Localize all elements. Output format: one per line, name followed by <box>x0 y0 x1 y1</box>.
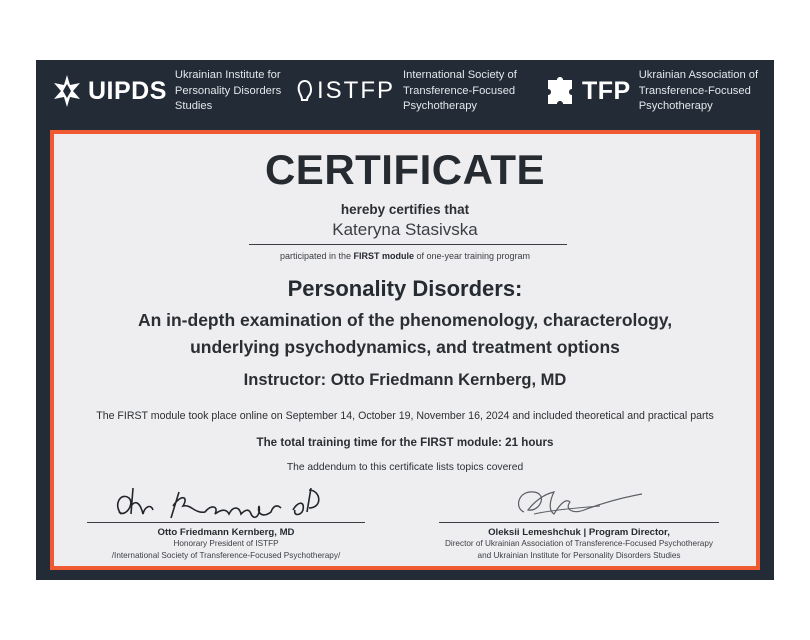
signer-role-left: Honorary President of ISTFP <box>173 539 279 548</box>
tfp-logo-text: TFP <box>582 76 631 105</box>
signature-line-right <box>439 522 719 523</box>
uipds-desc-line: Ukrainian Institute for <box>174 69 281 81</box>
tfp-desc-line: Psychotherapy <box>638 100 713 112</box>
signature-block-left <box>86 484 366 562</box>
hereby-text: hereby certifies that <box>340 202 470 217</box>
tfp-puzzle-icon <box>544 74 576 108</box>
tfp-logo <box>544 74 631 108</box>
recipient-underline <box>249 244 567 245</box>
course-subtitle-line: An in-depth examination of the phenomenology, characterology, <box>137 310 673 330</box>
signer-org-left: /International Society of Transference-Focused Psychotherapy/ <box>111 551 341 560</box>
kernberg-signature <box>111 484 341 522</box>
participation-text <box>54 251 756 261</box>
addendum-text: The addendum to this certificate lists topics covered <box>286 462 524 473</box>
total-time-text: The total training time for the FIRST module: 21 hours <box>256 436 554 449</box>
participation-suffix: of one-year training program <box>413 251 531 261</box>
signature-block-right <box>434 484 724 562</box>
istfp-desc-line: International Society of <box>403 69 517 81</box>
uipds-desc-line: Personality Disorders <box>174 84 282 97</box>
course-subtitle <box>54 307 756 361</box>
signer-org-right: and Ukrainian Institute for Personality Disorders Studies <box>477 551 681 560</box>
certificate-title: CERTIFICATE <box>264 146 546 193</box>
uipds-star-icon <box>52 73 82 109</box>
signer-name-left: Otto Friedmann Kernberg, MD <box>157 527 295 538</box>
instructor-line: Instructor: Otto Friedmann Kernberg, MD <box>243 371 567 389</box>
dates-text: The FIRST module took place online on September 14, October 19, November 16, 2024 and included theoretical and practical parts <box>96 410 714 422</box>
header <box>36 60 774 128</box>
org-tfp <box>544 68 774 115</box>
certificate-paper <box>50 130 760 570</box>
signature-line-left <box>87 522 365 523</box>
participation-module: FIRST module <box>353 251 414 261</box>
istfp-desc-line: Transference-Focused <box>403 84 516 97</box>
recipient-name: Kateryna Stasivska <box>332 220 478 239</box>
org-uipds <box>52 68 295 115</box>
certificate-frame <box>36 60 774 580</box>
tfp-desc-line: Ukrainian Association of <box>638 69 759 81</box>
uipds-desc-line: Studies <box>174 100 213 112</box>
tfp-desc-line: Transference-Focused <box>638 84 751 97</box>
tfp-description <box>639 68 774 115</box>
signer-name-right: Oleksii Lemeshchuk | Program Director, <box>488 527 670 538</box>
istfp-logo <box>296 77 395 105</box>
course-subtitle-line: underlying psychodynamics, and treatment options <box>190 337 620 357</box>
uipds-logo <box>52 73 167 109</box>
istfp-head-icon <box>296 78 314 104</box>
signer-role-right: Director of Ukrainian Association of Transference-Focused Psychotherapy <box>444 539 714 548</box>
istfp-description <box>403 68 528 115</box>
uipds-logo-text: UIPDS <box>88 76 167 105</box>
course-title: Personality Disorders: <box>287 276 523 301</box>
participation-prefix: participated in the <box>279 251 354 261</box>
uipds-description <box>175 68 295 115</box>
org-istfp <box>296 68 528 115</box>
istfp-desc-line: Psychotherapy <box>403 100 478 112</box>
istfp-logo-text: ISTFP <box>317 77 396 105</box>
lemeshchuk-signature <box>504 484 654 522</box>
